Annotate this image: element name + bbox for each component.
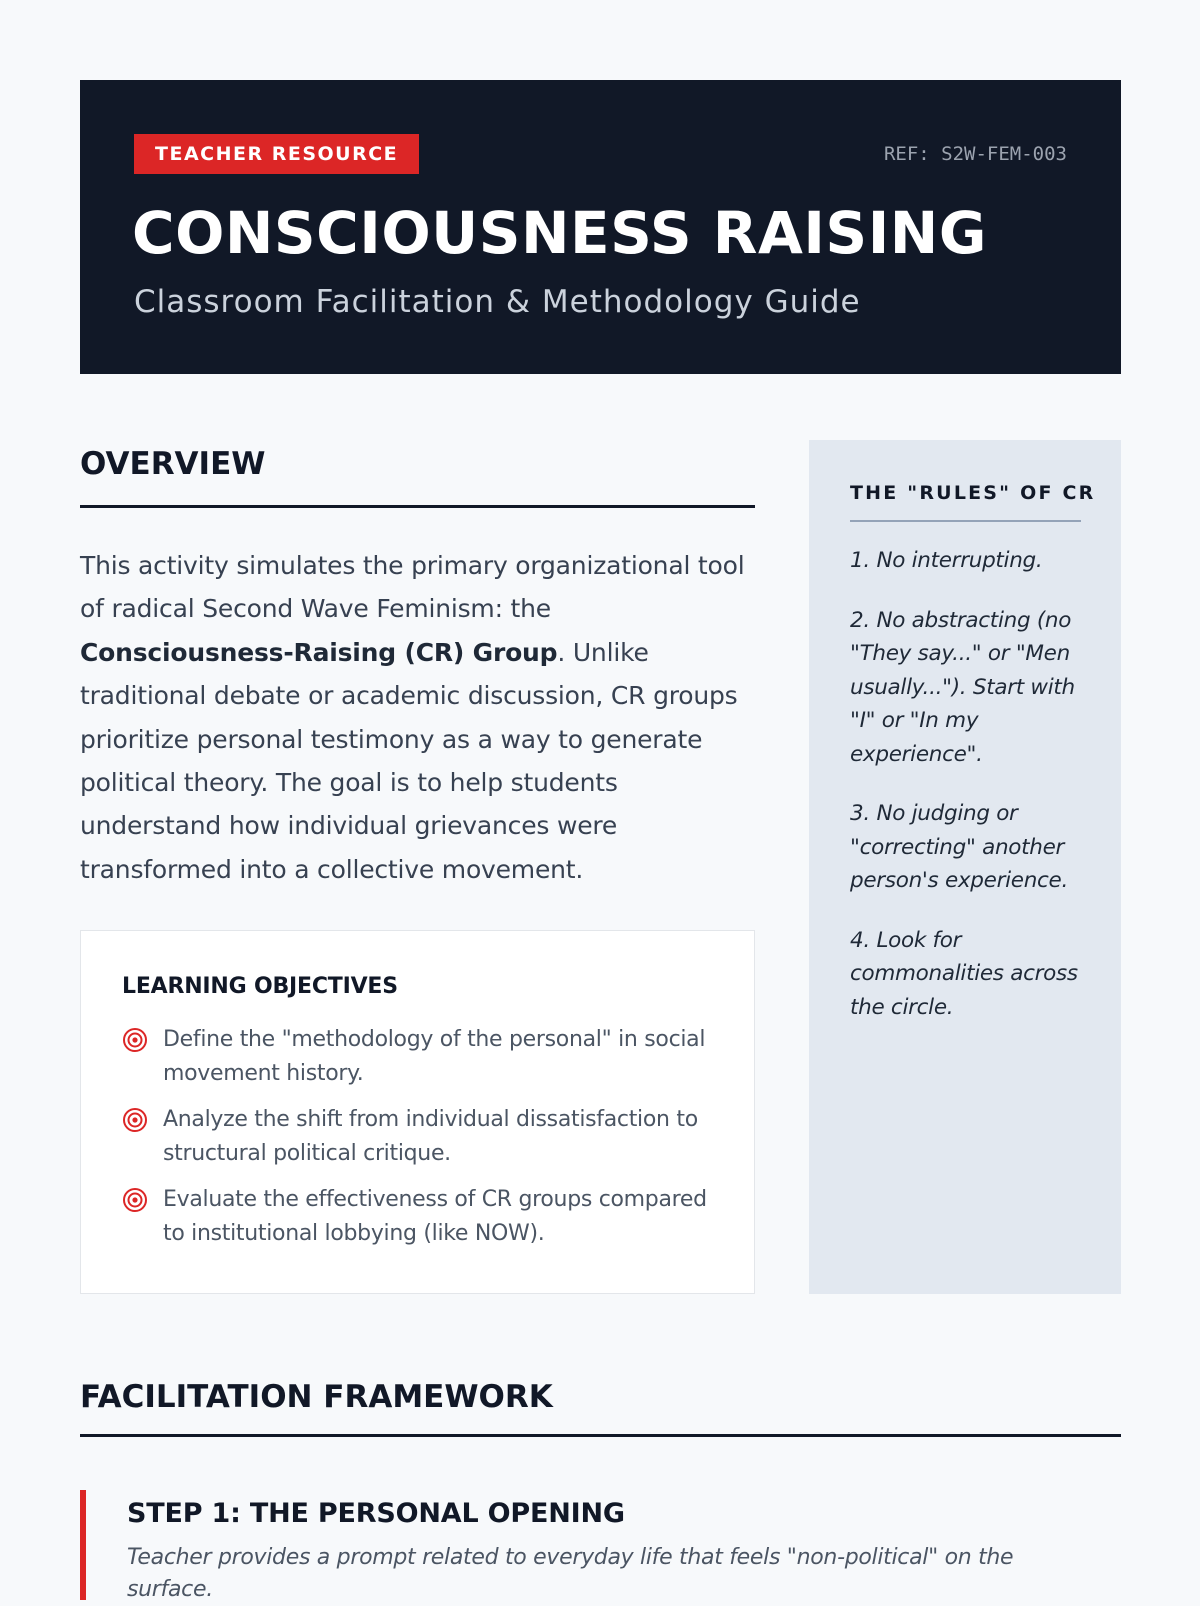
step-1-description: Teacher provides a prompt related to everyday life that feels "non-political" on the surface. [127,1545,1014,1602]
rule-item: 2. No abstracting (no "They say..." or "Men usually..."). Start with "I" or "In my experience". [850,607,1075,767]
cr-rules-heading: THE "RULES" OF CR [850,478,1081,522]
overview-heading: OVERVIEW [80,438,755,508]
document-subtitle: Classroom Facilitation & Methodology Guide [134,284,861,320]
learning-objectives-heading: LEARNING OBJECTIVES [122,974,398,999]
target-icon [122,1107,148,1133]
target-icon [122,1027,148,1053]
step-1-title: STEP 1: THE PERSONAL OPENING [127,1498,625,1529]
learning-objectives-list [122,1023,714,1251]
teacher-resource-badge: TEACHER RESOURCE [134,134,419,174]
step-1-card [80,1490,1121,1600]
objective-item [122,1103,714,1171]
overview-text-end: . Unlike traditional debate or academic discussion, CR groups prioritize personal testimony as a way to generate political theory. The goal is to help students understand how individual grievances were transformed into a collective movement. [80,637,738,884]
rule-item: 4. Look for commonalities across the circle. [850,927,1078,1020]
overview-text-emphasis: Consciousness-Raising (CR) Group [80,637,558,667]
overview-text-start: This activity simulates the primary organizational tool of radical Second Wave Feminism: the [80,551,745,624]
objective-item [122,1183,714,1251]
learning-objectives-box [80,930,755,1294]
overview-paragraph [80,544,760,891]
target-icon [122,1187,148,1213]
objective-text: Analyze the shift from individual dissatisfaction to structural political critique. [163,1107,698,1166]
objective-text: Define the "methodology of the personal" in social movement history. [163,1027,706,1086]
objective-text: Evaluate the effectiveness of CR groups compared to institutional lobbying (like NOW). [163,1187,707,1246]
rule-item: 1. No interrupting. [850,548,1043,573]
document-header [80,80,1121,374]
rule-item: 3. No judging or "correcting" another person's experience. [850,801,1069,893]
cr-rules-list [850,544,1081,1024]
document-title: CONSCIOUSNESS RAISING [132,199,987,267]
reference-code: REF: S2W-FEM-003 [883,143,1067,165]
objective-item [122,1023,714,1091]
cr-rules-sidebar [809,440,1121,1294]
facilitation-framework-heading: FACILITATION FRAMEWORK [80,1374,1121,1437]
